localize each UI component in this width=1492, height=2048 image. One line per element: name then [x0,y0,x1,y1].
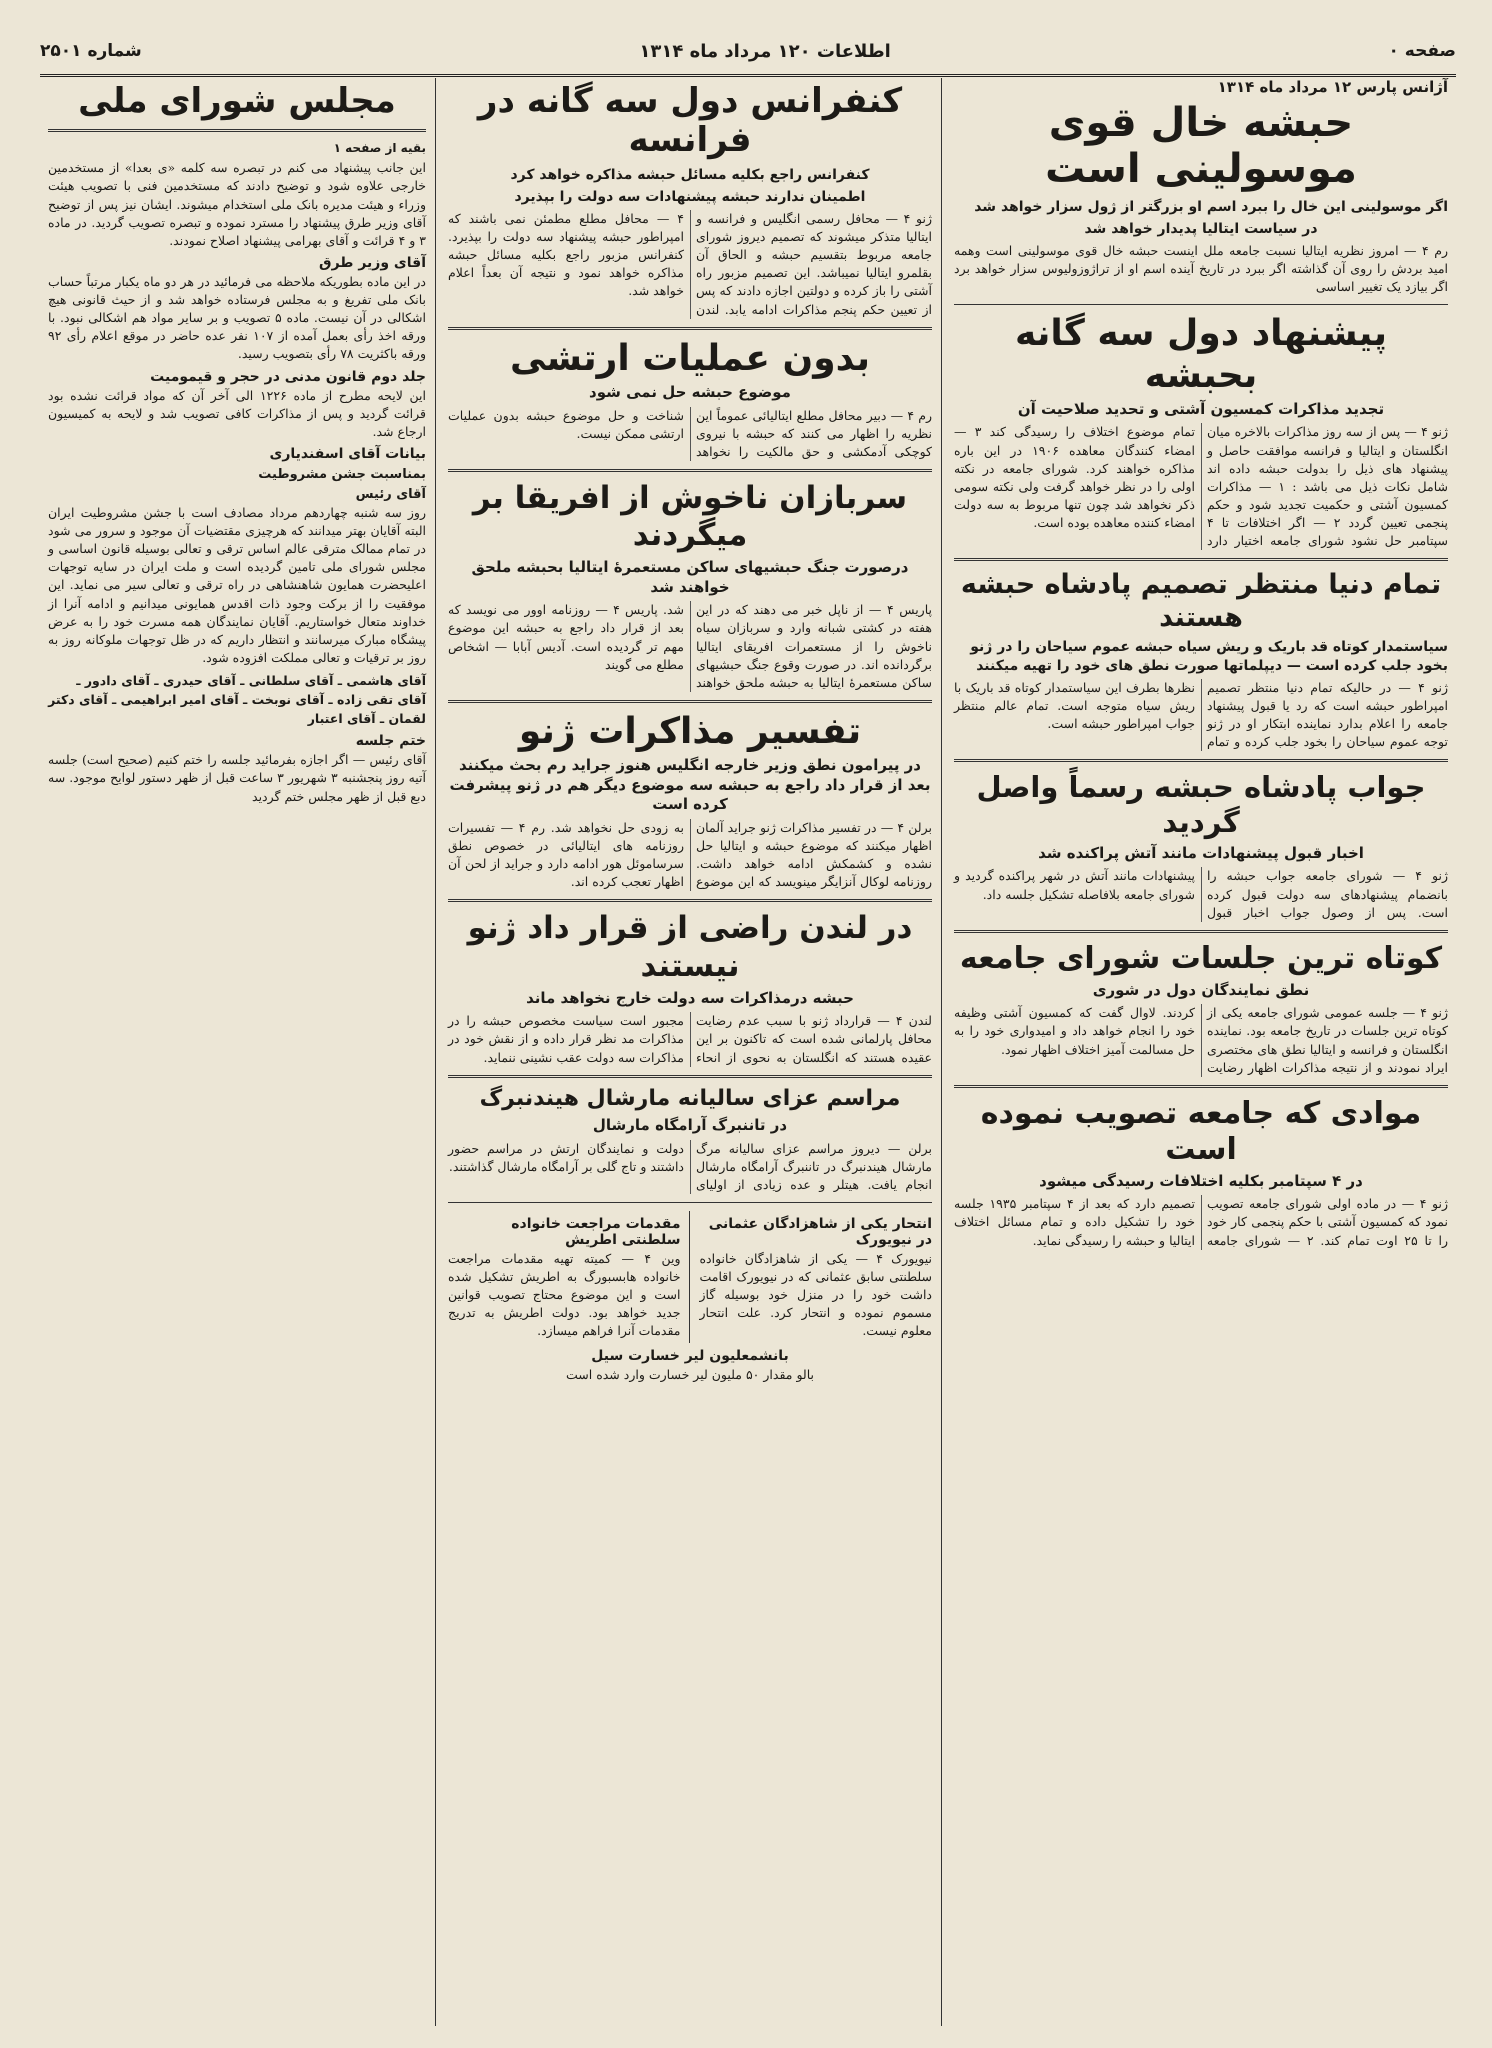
section-civil-code: جلد دوم قانون مدنی در حجر و قیمومیت [150,368,426,385]
headline-emperor-reply: جواب پادشاه حبشه رسماً واصل گردید [976,770,1426,840]
page-number: صفحه ۰ [1388,41,1456,61]
subhead-hoare-speech: در پیرامون نطق وزیر خارجه انگلیس هنوز جراید رم بحث میکنند بعد از قرار داد راجع به حبشه سه موضوع دیگر هم در ژنو پیشرفت کرده است [449,756,931,814]
divider [954,304,1448,305]
divider [448,700,932,703]
divider [48,129,426,132]
headline-no-military: بدون عملیات ارتشی [510,337,870,379]
article-body-hindenburg: برلن — دیروز مراسم عزای سالیانه مرگ مارشال هیندنبرگ در تاننبرگ آرامگاه مارشال انجام یافت. هیتلر و عده زیادی از اولیای دولت و نمایندگان ارتش در مراسم حضور داشتند و تاج گلی بر آرامگاه مارشال گذاشتند. [448,1140,932,1192]
headline-shortest-sessions: کوتاه ترین جلسات شورای جامعه [959,940,1443,976]
subhead-tannenberg: در تاننبرگ آرامگاه مارشال [592,1116,788,1135]
headline-london-unhappy: در لندن راضی از قرار داد ژنو نیستند [467,910,913,984]
masthead-date: اطلاعات ۱۲۰ مرداد ماه ۱۳۱۴ [639,40,891,62]
bottom-briefs [448,1211,932,1343]
divider [448,899,932,902]
headline-ottoman-prince: انتحار یکی از شاهزادگان عثمانی در نیویورک [708,1215,932,1248]
center-column [440,78,940,2026]
agency-line: آژانس پارس ۱۲ مرداد ماه ۱۳۱۴ [1217,78,1448,96]
headline-approved-articles: موادی که جامعه تصویب نموده است [980,1095,1422,1167]
right-column [946,78,1456,2026]
deputies-list: آقای هاشمی ـ آقای سلطانی ـ آقای حیدری ـ آقای دادور ـ آقای تقی زاده ـ آقای نوبخت ـ آقای امیر ابراهیمی ـ آقای دکتر لقمان ـ آقای اعتبار [48,673,426,726]
section-body-esfandiari: روز سه شنبه چهاردهم مرداد مصادف است با جشن مشروطیت ایران البته آقایان بهتر میدانند که هرچیزی مقتضیات آن موجود و سرور می شود در تمام ممالک مترقی عالم اساس ترقی و تعالی بوسیله قانون اساسی و مجلس شورای ملی تامین گردیده است و ملت ایران در سایه توجهات اعلیحضرت همایون شاهنشاهی در راه ترقی و تعالی سیر می نماید. این موفقیت را از برکت وجود ذات اقدس همایونی میدانیم و ادامه آنرا از خداوند متعال خواستاریم. آقایان نمایندگان همه مسرت خود را به عرض پیشگاه مبارک میرسانند و انتظار داریم که در ظل توجهات ملوکانه روز به روز بر ترقیات و تعالی مملکت افزوده شود. [48,504,426,665]
section-body-session-end: آقای رئیس — اگر اجازه بفرمائید جلسه را ختم کنیم (صحیح است) جلسه آتیه روز پنجشنبه ۳ شهریور ۳ ساعت قبل از ظهر دستور لوایح موجود. سه دبع قبل از ظهر مجلس ختم گردید [48,752,427,804]
divider [448,327,932,330]
divider [448,469,932,472]
section-minister-roads: آقای وزیر طرق [319,254,426,271]
brief-habsburg [448,1211,690,1343]
divider [954,930,1448,933]
article-body-conference: ژنو ۴ — محافل رسمی انگلیس و فرانسه و ایتالیا متذکر میشوند که تصمیم دیروز شورای جامعه مربوط بتقسیم حبشه و الحاق آن بقلمرو ایتالیا نمیباشد. این تصمیم مزبور راه آشتی را باز کرده و دولتین اجازه دادند که پس از تعیین حکم پنجم مذاکرات ادامه یابد. لندن ۴ — محافل مطلع مطمئن نمی باشند که امپراطور حبشه پیشنهاد سه دولت را بپذیرد. کنفرانس مزبور راجع بکلیه مسائل حبشه مذاکره خواهد نمود و نتیجه آن بعداً اعلام خواهد شد. [448,210,932,317]
article-body-military: رم ۴ — دبیر محافل مطلع ایتالیائی عموماً این نظریه را اظهار می کنند که حبشه با نیروی کوچکی آدمکشی و حق مالکیت را نخواهد شناخت و حل موضوع حبشه بدون عملیات ارتشی ممکن نیست. [448,407,933,459]
article-body-mole: رم ۴ — امروز نظریه ایتالیا نسبت جامعه ملل اینست حبشه خال قوی موسولینی است وهمه امید بردش را روی آن گذاشته اگر ببرد در تاریخ آینده اسم او از تراژوزولیوس سزار خواهد برد اگر بیازد یک تغییر اساسی [954,242,1449,295]
subhead-colonies-join: درصورت جنگ حبشیهای ساکن مستعمرهٔ ایتالیا بحبشه ملحق خواهند شد [471,558,909,596]
brief-ottoman [700,1211,933,1343]
headline-majlis: مجلس شورای ملی [78,81,396,121]
subhead-speeches: نطق نمایندگان دول در شوری [1092,980,1310,999]
article-body-majlis: این جانب پیشنهاد می کنم در تبصره سه کلمه «ی بعدا» از مستخدمین خارجی علاوه شود و توضیح دادند که مستخدمین فنی با تصویب هیئت وزراء و هیئت مدیره بانک ملی استخدام میشوند. ایشان نیز پس از توضیح آقای وزیر طرق پیشنهاد را مسترد نموده و تبصره تصویب گردید. در ماده ۳ و ۴ قرائت و آقای بهرامی پیشنهاد اصلاح نمودند. [48,160,426,248]
section-constitution-day: بمناسبت جشن مشروطیت [258,466,426,482]
divider [448,1075,932,1078]
article-body-habsburg: وین ۴ — کمیته تهیه مقدمات مراجعت خانواده هابسبورگ به اطریش تشکیل شده است و این موضوع محتاج تصویب قوانین جدید خواهد بود. دولت اطریش به تدریج مقدمات آنرا فراهم میسازد. [448,1250,681,1339]
subhead-september: در ۴ سپتامبر بکلیه اختلافات رسیدگی میشود [1039,1171,1363,1190]
headline-habsburg: مقدمات مراجعت خانواده سلطنتی اطریش [511,1215,681,1248]
article-body-proposal: ژنو ۴ — پس از سه روز مذاکرات بالاخره میان انگلستان و ایتالیا و فرانسه موافقت حاصل و پیشنهاد های ذیل را بدولت حبشه داده اند شامل نکات ذیل می باشد : ۱ — مذاکرات کمسیون آشتی و حکمیت تجدید شود و حکم پنجمی تعیین گردد ۲ — اگر اختلافات تا ۴ سپتامبر حل نشود شورای جامعه اختیار دارد تمام موضوع اختلاف را رسیدگی کند ۳ — امضاء کنندگان معاهده ۱۹۰۶ در این باره مذاکره خواهند کرد. شورای جامعه در نکته اولی را در نظر خواهد گرفت ولی نکته سومی ذکر نخواهد شد چون تنها مربوط به سه دولت امضاء کننده معاهده بوده است. [954,424,1449,549]
article-body-reply: ژنو ۴ — شورای جامعه جواب حبشه را بانضمام پیشنهادهای سه دولت قبول کرده است. پس از وصول جواب اخبار قبول پیشنهادات مانند آتش در شهر پراکنده گردید و شورای جامعه بلافاصله تشکیل جلسه داد. [954,868,1448,920]
section-speaker: آقای رئیس [355,486,426,502]
section-session-end: ختم جلسه [355,733,426,750]
headline-ethiopia-mole: حبشه خال قوی موسولینی است [1045,100,1357,192]
headline-sick-soldiers: سربازان ناخوش از افریقا بر میگردند [472,479,908,554]
subhead-not-sure: اطمینان ندارند حبشه پیشنهادات سه دولت را بپذیرد [514,189,866,206]
headline-three-powers-proposal: پیشنهاد دول سه گانه بحبشه [1014,313,1388,396]
section-body-minister: در این ماده بطوریکه ملاحظه می فرمائید در هر دو ماه یکبار مرتباً حساب بانک ملی تفریغ و به مجلس فرستاده خواهد شد و از حیث قانونی هیچ اشکالی در آن نیست. ماده ۵ تصویب و بر سایر مواد هم اشکالی نبود. با ورقه اخذ رأی بعمل آمده از ۱۰۷ نفر عده حاضر در موقع اعلام رأی ۹۲ ورقه باکثریت ۷۸ رأی بتصویب رسید. [48,273,426,362]
masthead [40,34,1456,77]
article-body-commentary: برلن ۴ — در تفسیر مذاکرات ژنو جراید آلمان اظهار میکنند که موضوع حبشه و ایتالیا حل نشده و کشمکش ادامه خواهد داشت. روزنامه لوکال آنزایگر مینویسد که این موضوع به زودی حل نخواهد شد. رم ۴ — تفسیرات روزنامه های ایتالیائی در خصوص نطق سرساموئل هور ادامه دارد و جراید از لحن آن اظهار تعجب کرده اند. [448,819,932,890]
section-body-civil-code: این لایحه مطرح از ماده ۱۲۲۶ الی آخر آن که مواد قرائت نشده بود قرائت گردید و پس از مذاکرات کافی تصویب شد و لایحه به کمیسیون ارجاع شد. [48,387,426,439]
divider [448,1202,932,1203]
subhead-ethiopia-not-excluded: حبشه درمذاکرات سه دولت خارج نخواهد ماند [526,988,854,1007]
divider [954,1085,1448,1088]
headline-flood-damage: بانشمعلیون لیر خسارت سیل [591,1347,789,1364]
headline-conference-france: کنفرانس دول سه گانه در فرانسه [477,81,903,161]
subhead-not-resolved: موضوع حبشه حل نمی شود [589,383,791,402]
article-body-ottoman: نیویورک ۴ — یکی از شاهزادگان خانواده سلطنتی سابق عثمانی که در نیویورک اقامت داشت خود را در منزل خود بوسیله گاز مسموم نموده و انتحار کرد. علت انتحار معلوم نیست. [699,1250,932,1339]
left-column [40,78,434,2026]
article-body-sessions: ژنو ۴ — جلسه عمومی شورای جامعه یکی از کوتاه ترین جلسات در تاریخ جامعه بود. نماینده انگلستان و فرانسه و ایتالیا نطق های مختصری ایراد نمودند و از نتیجه مذاکرات اظهار رضایت کردند. لاوال گفت که کمسیون آشتی وظیفه خود را انجام خواهد داد و امیدواری خود را به حل مسالمت آمیز اختلاف اظهار نمود. [954,1005,1448,1075]
continued-note: بقیه از صفحه ۱ [333,141,426,156]
subhead-acceptance-news: اخبار قبول پیشنهادات مانند آتش پراکنده شد [1038,843,1364,862]
subhead-conference-negotiate: کنفرانس راجع بکلیه مسائل حبشه مذاکره خواهد کرد [510,167,870,184]
section-esfandiari: بیانات آقای اسفندیاری [269,445,426,462]
headline-world-waits: تمام دنیا منتظر تصمیم پادشاه حبشه هستند [960,569,1442,633]
column-rule [435,78,436,2026]
issue-number: شماره ۲۵۰۱ [40,41,142,61]
columns-area [40,78,1456,2026]
column-rule [941,78,942,2026]
article-body-soldiers: پاریس ۴ — از ناپل خبر می دهند که در این هفته در کشتی شبانه وارد و سربازان سیاه ناخوش را از مستعمرات افریقای ایتالیا برگردانده اند. در صورت وقوع جنگ حبشیهای ساکن مستعمرهٔ ایتالیا به حبشه ملحق خواهند شد. پاریس ۴ — روزنامه اوور می نویسد که بعد از قرار داد راجع به حبشه این موضوع مهم تر گردیده است. آدیس آبابا — اشخاص مطلع می گویند [448,602,932,690]
article-body-flood: بالو مقدار ۵۰ ملیون لیر خسارت وارد شده است [566,1366,814,1382]
headline-hindenburg: مراسم عزای سالیانه مارشال هیندنبرگ [479,1085,901,1111]
divider [954,759,1448,762]
headline-geneva-commentary: تفسیر مذاکرات ژنو [518,710,862,752]
article-body-world-waits: ژنو ۴ — در حالیکه تمام دنیا منتظر تصمیم امپراطور حبشه است که رد یا قبول پیشنهاد جامعه را اعلام بدارد نماینده ابتکار او در ژنو توجه عموم سیاحان را بخود جلب کرده و تمام نظرها بطرف این سیاستمدار کوتاه قد باریک با ریش سیاه متوجه است. تمام عالم منتظر جواب امپراطور حبشه است. [954,679,1448,750]
subhead-caesar: اگر موسولینی این خال را ببرد اسم او بزرگتر از ژول سزار خواهد شد [974,199,1448,215]
subhead-italy-politics: در سیاست ایتالیا پدیدار خواهد شد [1084,220,1318,237]
article-body-articles: ژنو ۴ — در ماده اولی شورای جامعه تصویب نمود که کمسیون آشتی با حکم پنجمی کار خود را تا ۲۵ اوت تمام کند. ۲ — شورای جامعه تصمیم دارد که بعد از ۴ سپتامبر ۱۹۳۵ جلسه خود را تشکیل داده و تمام مسائل اختلاف ایتالیا و حبشه را رسیدگی نماید. [954,1196,1448,1248]
subhead-conciliation: تجدید مذاکرات کمسیون آشتی و تحدید صلاحیت آن [1017,399,1385,418]
article-body-london: لندن ۴ — قرارداد ژنو با سبب عدم رضایت محافل پارلمانی شده است که تاکنون بر این عقیده هستند که انگلستان به نحوی از انحاء مجبور است سیاست مخصوص حبشه را در مذاکرات مد نظر قرار داده و از نقش خود در مذاکرات سه دولت عقب نشینی ننماید. [448,1013,932,1065]
subhead-diplomats: سیاستمدار کوتاه قد باریک و ریش سیاه حبشه عموم سیاحان را در ژنو بخود جلب کرده است — دیپلماتها صورت نطق های خود را تهیه میکنند [970,639,1448,674]
divider [954,558,1448,561]
